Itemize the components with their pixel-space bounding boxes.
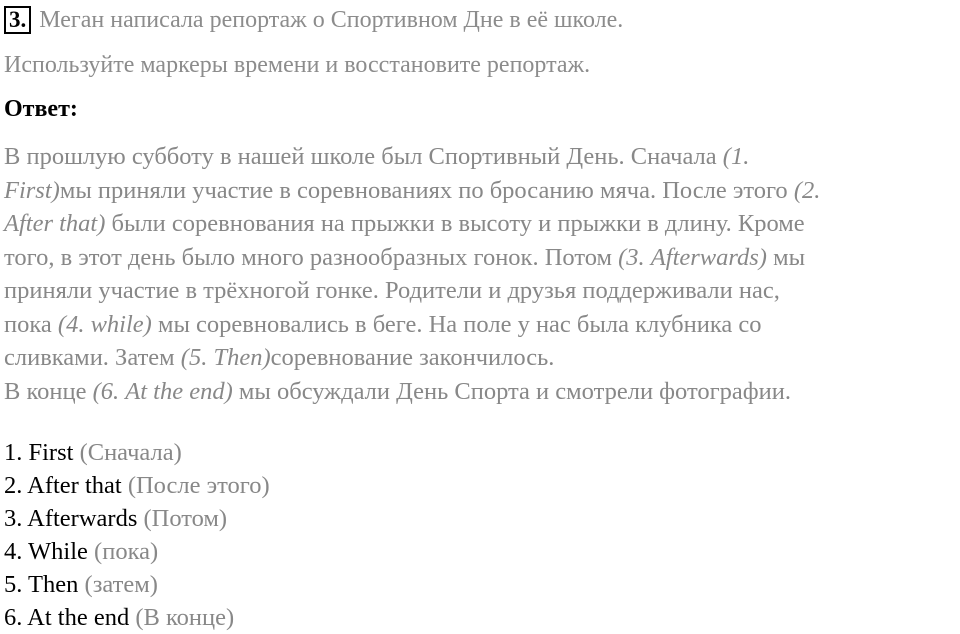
paragraph-text: приняли участие в трёхногой гонке. Родители и друзья поддерживали нас, — [4, 277, 780, 304]
paragraph-text: мы приняли участие в соревнованиях по бросанию мяча. После этого — [59, 176, 794, 204]
answer-english: 4. While — [4, 538, 88, 565]
time-marker-text: After that) — [4, 210, 106, 237]
answer-item — [4, 535, 270, 568]
answer-item — [4, 601, 270, 634]
answer-english: 5. Then — [4, 571, 79, 598]
paragraph-line — [4, 140, 954, 174]
time-marker-text: (5. Then) — [180, 344, 271, 371]
answer-item — [4, 568, 270, 601]
paragraph-line — [4, 241, 954, 275]
paragraph-text: соревнование закончилось. — [270, 344, 555, 371]
paragraph-line — [4, 341, 954, 375]
answer-english: 6. At the end — [4, 604, 130, 631]
paragraph-text: мы соревновались в беге. На поле у нас была клубника со — [151, 310, 762, 338]
answer-paragraph — [4, 140, 954, 408]
answer-item — [4, 436, 270, 469]
answer-english: 3. Afterwards — [4, 505, 138, 532]
paragraph-text: были соревнования на прыжки в высоту и прыжки в длину. Кроме — [105, 210, 805, 237]
paragraph-text: мы обсуждали День Спорта и смотрели фотографии. — [232, 377, 792, 405]
paragraph-text: того, в этот день было много разнообразных гонок. Потом — [4, 243, 619, 271]
answer-english: 1. First — [4, 439, 74, 466]
answer-russian: (Сначала) — [79, 439, 182, 466]
answer-item — [4, 469, 270, 502]
time-marker-text: (6. At the end) — [92, 377, 233, 405]
time-marker-text: (1. — [722, 143, 750, 170]
paragraph-text: В конце — [4, 377, 93, 405]
time-marker-text: (3. Afterwards) — [618, 243, 767, 271]
paragraph-line — [4, 274, 954, 308]
task-text: Меган написала репортаж о Спортивном Дне в её школе. — [39, 7, 624, 33]
paragraph-text: В прошлую субботу в нашей школе был Спортивный День. Сначала — [4, 143, 723, 170]
paragraph-line — [4, 308, 954, 342]
instruction-text: Используйте маркеры времени и восстановите репортаж. — [4, 52, 591, 78]
time-marker-text: (2. — [793, 176, 821, 204]
answer-item — [4, 502, 270, 535]
answer-label: Ответ: — [4, 96, 78, 122]
answer-russian: (После этого) — [127, 472, 270, 499]
paragraph-line — [4, 207, 954, 241]
answer-russian: (В конце) — [135, 604, 235, 631]
task-header — [4, 4, 623, 36]
task-number: 3. — [4, 6, 31, 34]
answer-english: 2. After that — [4, 472, 122, 499]
paragraph-text: пока — [4, 310, 58, 338]
time-marker-text: First) — [4, 176, 60, 204]
answer-list — [4, 436, 270, 634]
answer-russian: (Потом) — [143, 505, 228, 532]
paragraph-text: сливками. Затем — [4, 344, 181, 371]
paragraph-line — [4, 375, 954, 409]
paragraph-line — [4, 174, 954, 208]
answer-russian: (пока) — [94, 538, 159, 565]
answer-russian: (затем) — [84, 571, 158, 598]
paragraph-text: мы — [766, 243, 806, 271]
time-marker-text: (4. while) — [57, 310, 152, 338]
